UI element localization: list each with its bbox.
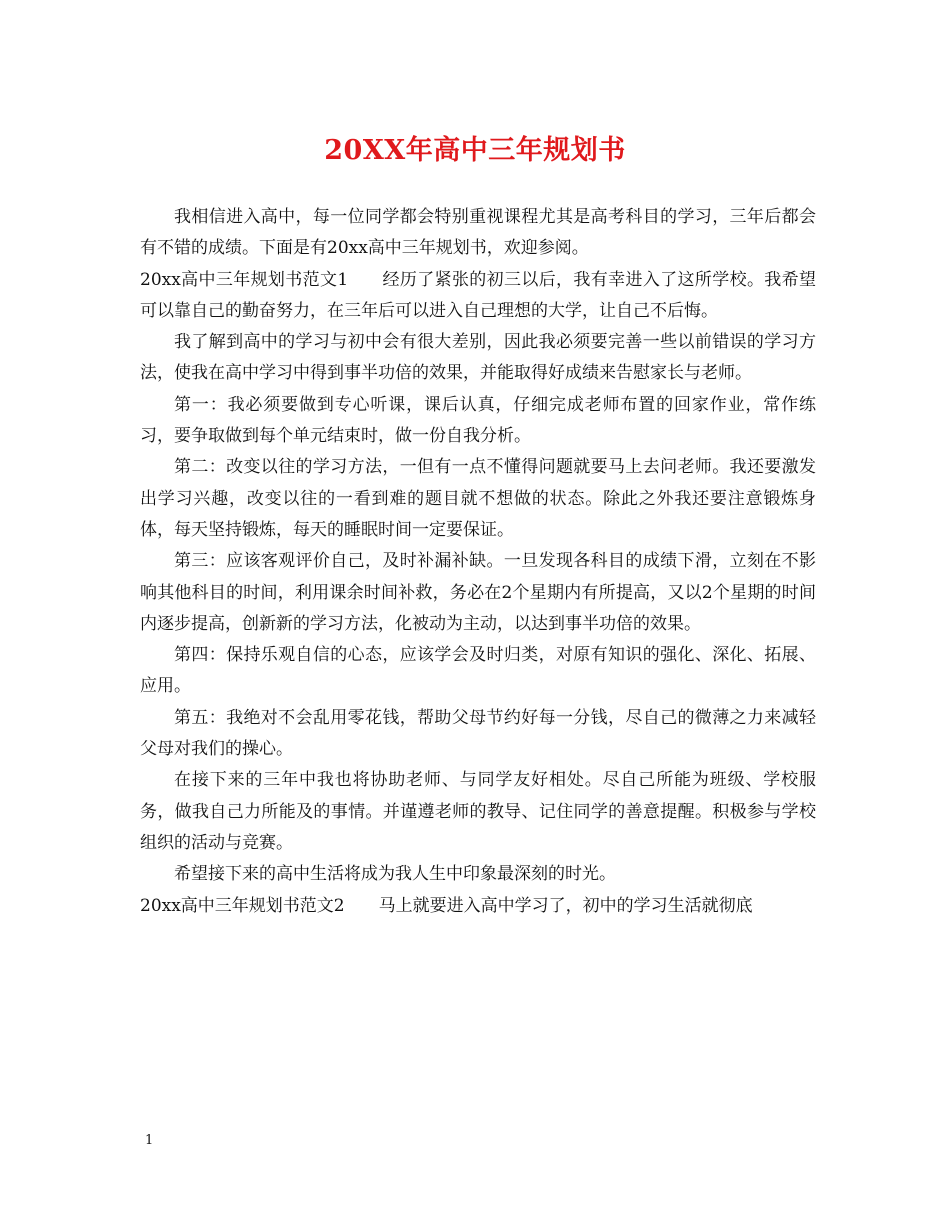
paragraph-hope: 希望接下来的高中生活将成为我人生中印象最深刻的时光。	[174, 864, 616, 885]
paragraph-sample-1	[140, 265, 816, 328]
paragraph-fourth: 第四：保持乐观自信的心态，应该学会及时归类，对原有知识的强化、深化、拓展、应用。	[140, 645, 816, 697]
sample-2-label: 20xx高中三年规划书范文2	[140, 895, 345, 916]
paragraph-study-method: 我了解到高中的学习与初中会有很大差别，因此我必须要完善一些以前错误的学习方法，使我在高中学习中得到事半功倍的效果，并能取得好成绩来告慰家长与老师。	[140, 332, 816, 384]
document-title: 20XX年高中三年规划书	[324, 135, 626, 166]
paragraph-first: 第一：我必须要做到专心听课，课后认真，仔细完成老师布置的回家作业，常作练习，要争取做到每个单元结束时，做一份自我分析。	[140, 394, 816, 447]
paragraph-three-years: 在接下来的三年中我也将协助老师、与同学友好相处。尽自己所能为班级、学校服务，做我自己力所能及的事情。并谨遵老师的教导、记住同学的善意提醒。积极参与学校组织的活动与竞赛。	[140, 770, 816, 853]
sample-2-text: 马上就要进入高中学习了，初中的学习生活就彻底	[378, 895, 753, 916]
document-body	[140, 202, 816, 922]
paragraph-third: 第三：应该客观评价自己，及时补漏补缺。一旦发现各科目的成绩下滑，立刻在不影响其他科目的时间，利用课余时间补救，务必在2个星期内有所提高，又以2个星期的时间内逐步提高，创新新的学习方法，化被动为主动，以达到事半功倍的效果。	[140, 551, 816, 634]
paragraph-fifth: 第五：我绝对不会乱用零花钱，帮助父母节约好每一分钱，尽自己的微薄之力来减轻父母对我们的操心。	[140, 707, 816, 760]
sample-1-text: 经历了紧张的初三以后，我有幸进入了这所学校。我希望可以靠自己的勤奋努力，在三年后可以进入自己理想的大学，让自己不后悔。	[140, 269, 817, 321]
paragraph-sample-2	[140, 891, 816, 922]
page-number: 1	[145, 1133, 154, 1148]
sample-1-label: 20xx高中三年规划书范文1	[140, 269, 349, 290]
paragraph-second: 第二：改变以往的学习方法，一但有一点不懂得问题就要马上去问老师。我还要激发出学习兴趣，改变以往的一看到难的题目就不想做的状态。除此之外我还要注意锻炼身体，每天坚持锻炼，每天的睡眠时间一定要保证。	[140, 457, 816, 540]
paragraph-intro: 我相信进入高中，每一位同学都会特别重视课程尤其是高考科目的学习，三年后都会有不错的成绩。下面是有20xx高中三年规划书，欢迎参阅。	[140, 207, 816, 259]
